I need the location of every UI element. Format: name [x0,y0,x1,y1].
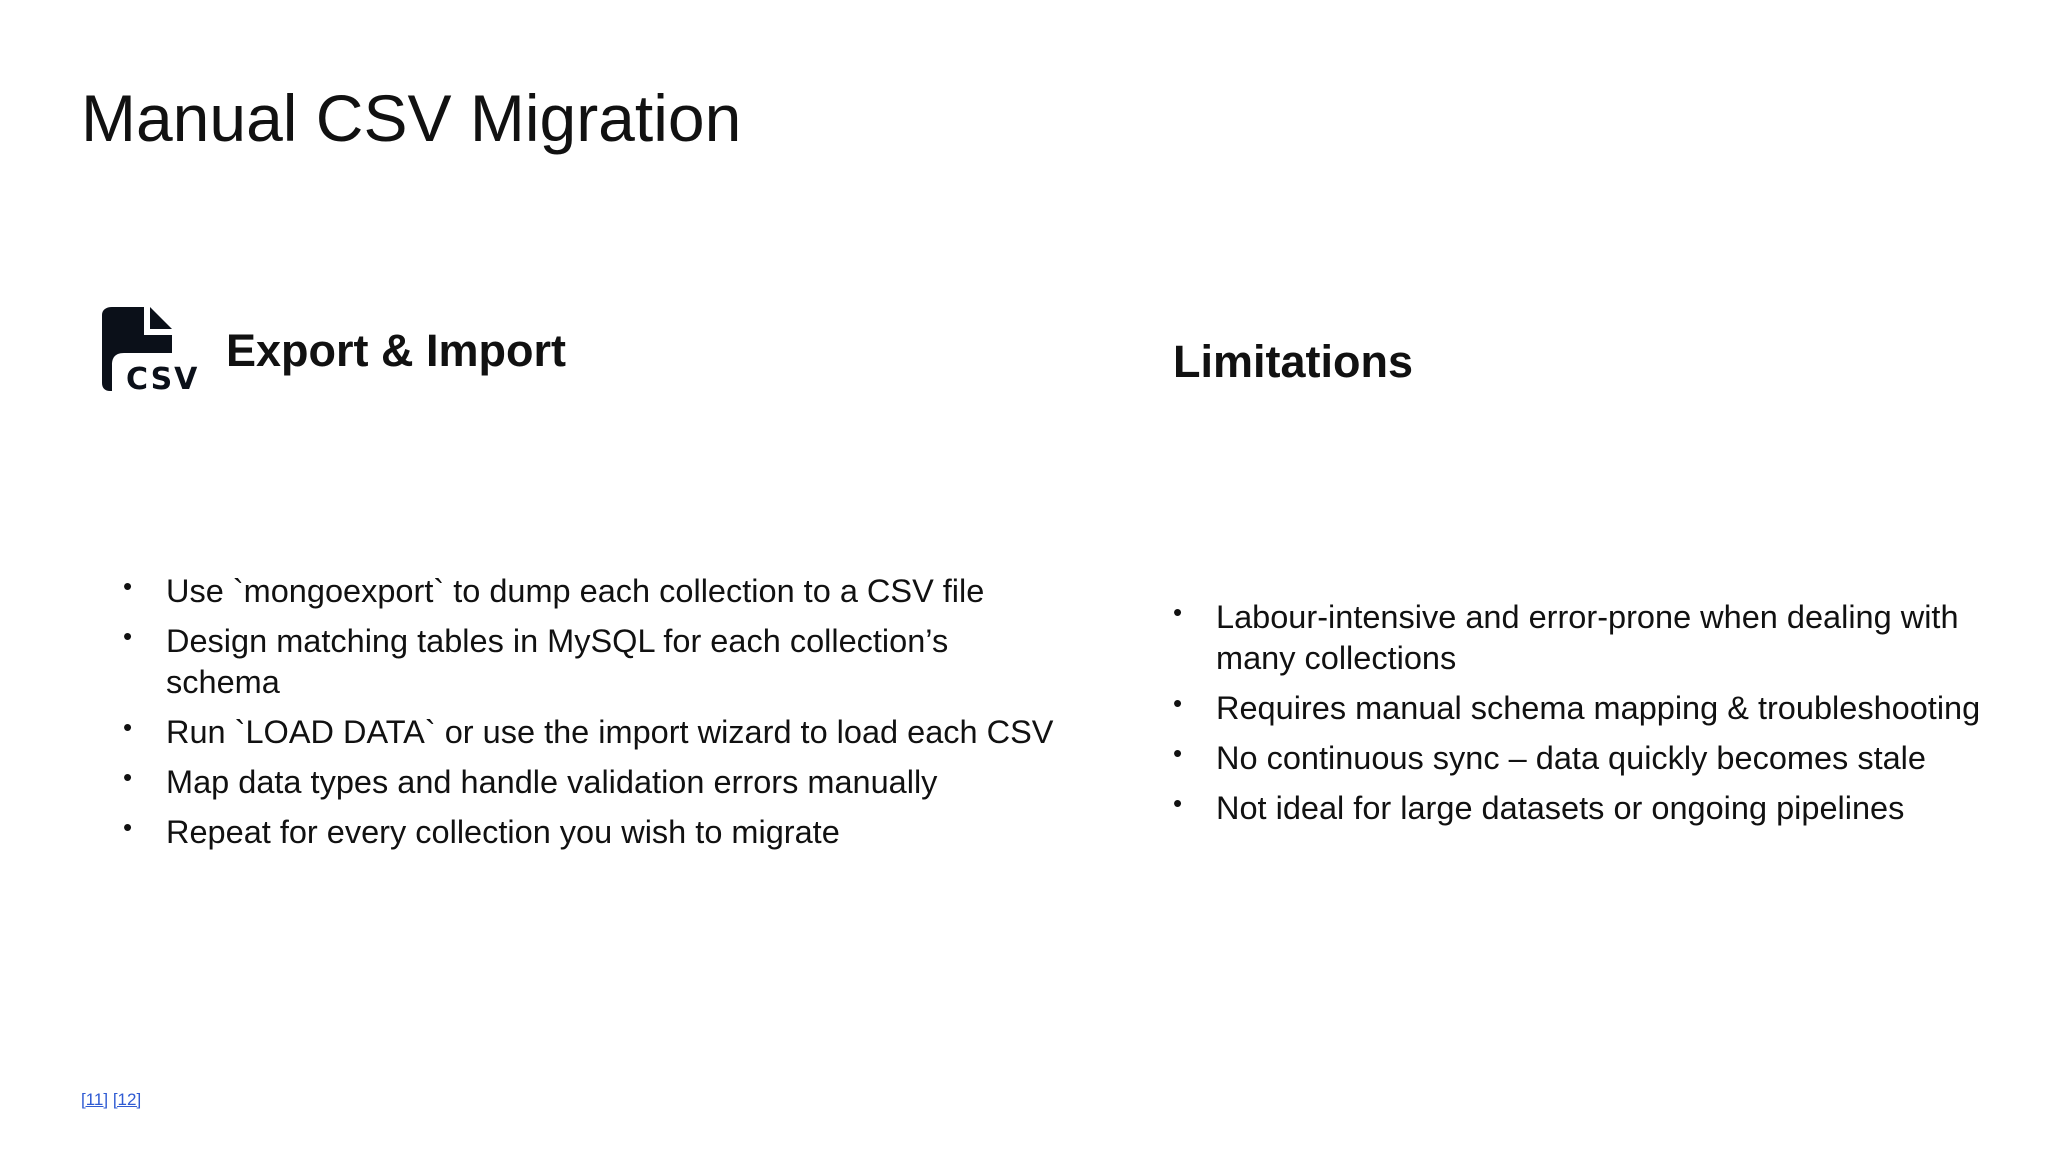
list-item: • Repeat for every collection you wish to migrate [123,812,1063,853]
slide-title: Manual CSV Migration [81,81,742,155]
export-import-list [123,571,1063,862]
list-item: • Not ideal for large datasets or ongoing pipelines [1173,788,2023,829]
svg-text:CSV: CSV [126,362,200,397]
references [81,1090,141,1110]
export-import-heading: Export & Import [226,325,567,376]
limitations-list [1173,597,2023,838]
list-item: • Requires manual schema mapping & troubleshooting [1173,688,2023,729]
list-item: • No continuous sync – data quickly becomes stale [1173,738,2023,779]
list-item: • Run `LOAD DATA` or use the import wizard to load each CSV [123,712,1063,753]
list-item: • Use `mongoexport` to dump each collection to a CSV file [123,571,1063,612]
list-item: • Labour-intensive and error-prone when dealing with many collections [1173,597,2023,679]
reference-link-11[interactable]: [11] [81,1090,109,1109]
csv-file-icon [102,307,200,397]
limitations-heading: Limitations [1173,336,1414,387]
list-item: • Map data types and handle validation errors manually [123,762,1063,803]
list-item: • Design matching tables in MySQL for each collection’s schema [123,621,1063,703]
reference-link-12[interactable]: [12] [112,1090,142,1109]
